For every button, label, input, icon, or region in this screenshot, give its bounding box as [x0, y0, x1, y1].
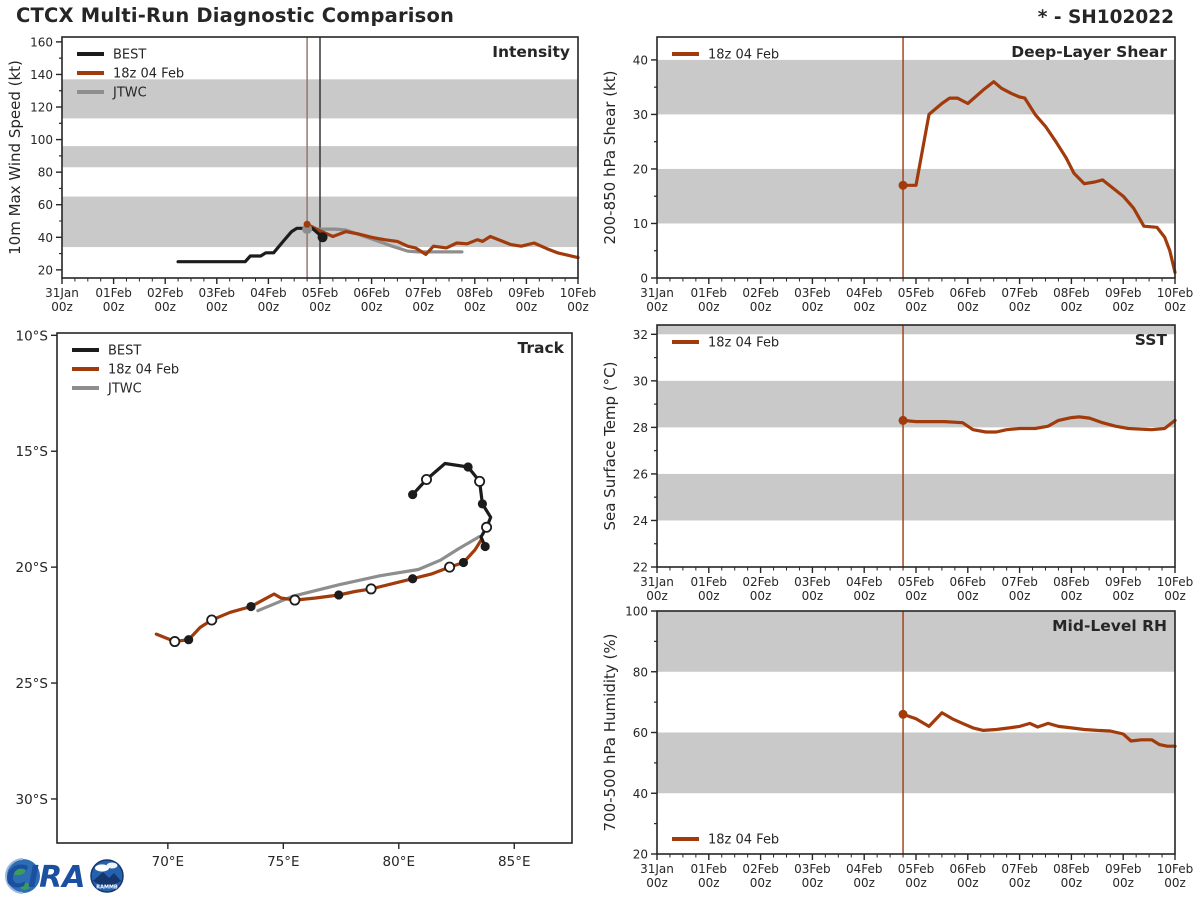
svg-text:80: 80: [37, 165, 53, 180]
track-point-filled: [459, 558, 468, 567]
svg-text:00z: 00z: [1112, 876, 1134, 890]
svg-text:20: 20: [37, 263, 53, 278]
svg-text:00z: 00z: [360, 300, 383, 314]
svg-text:40: 40: [632, 53, 648, 68]
series-start-dot: [899, 181, 908, 190]
legend: [72, 344, 179, 397]
svg-text:00z: 00z: [749, 876, 772, 890]
track-point-open: [290, 595, 299, 604]
svg-text:06Feb: 06Feb: [949, 286, 987, 300]
svg-text:02Feb: 02Feb: [742, 286, 779, 300]
svg-text:31Jan: 31Jan: [640, 286, 674, 300]
svg-text:09Feb: 09Feb: [508, 286, 545, 300]
svg-text:00z: 00z: [102, 300, 125, 314]
panel-title: Intensity: [492, 43, 570, 61]
svg-text:40: 40: [37, 230, 53, 245]
svg-text:09Feb: 09Feb: [1104, 286, 1142, 300]
panel-title: Track: [517, 339, 564, 357]
svg-text:00z: 00z: [905, 589, 927, 603]
track-point-filled: [478, 499, 487, 508]
svg-text:00z: 00z: [309, 300, 331, 314]
svg-text:07Feb: 07Feb: [404, 286, 442, 300]
legend-label: BEST: [113, 47, 147, 63]
svg-text:20: 20: [632, 162, 648, 177]
svg-text:06Feb: 06Feb: [353, 286, 390, 300]
svg-text:10: 10: [632, 216, 648, 231]
svg-text:00z: 00z: [957, 300, 979, 314]
page-title: CTCX Multi-Run Diagnostic Comparison: [16, 4, 455, 27]
svg-text:00z: 00z: [1008, 300, 1031, 314]
svg-text:00z: 00z: [1164, 876, 1186, 890]
svg-text:22: 22: [632, 560, 648, 575]
svg-text:00z: 00z: [1008, 589, 1031, 603]
svg-text:04Feb: 04Feb: [845, 286, 883, 300]
cira-rammb-logo: [2, 852, 130, 898]
shaded-band: [657, 474, 1175, 521]
svg-text:07Feb: 07Feb: [1001, 575, 1038, 589]
svg-text:160: 160: [30, 35, 53, 50]
svg-text:09Feb: 09Feb: [1104, 575, 1142, 589]
svg-text:00z: 00z: [801, 589, 824, 603]
svg-text:0: 0: [640, 271, 648, 286]
axes-frame: [57, 333, 572, 843]
svg-text:00z: 00z: [1112, 589, 1134, 603]
svg-text:05Feb: 05Feb: [897, 286, 935, 300]
svg-text:00z: 00z: [646, 300, 668, 314]
track-point-open: [422, 475, 431, 484]
track-point-open: [170, 637, 179, 646]
series-start-dot: [899, 710, 908, 719]
svg-text:03Feb: 03Feb: [794, 575, 831, 589]
y-axis-label: 700-500 hPa Humidity (%): [601, 633, 619, 832]
rammb-label: RAMMB: [96, 884, 118, 891]
svg-text:00z: 00z: [749, 589, 772, 603]
svg-text:120: 120: [30, 100, 53, 115]
svg-text:28: 28: [632, 420, 648, 435]
svg-text:32: 32: [632, 327, 648, 342]
svg-text:25°S: 25°S: [15, 676, 48, 693]
cira-wordmark: CIRA: [6, 860, 86, 895]
y-axis-label: Sea Surface Temp (°C): [601, 361, 619, 531]
svg-text:00z: 00z: [957, 589, 979, 603]
storm-id: * - SH102022: [1037, 7, 1174, 28]
svg-text:04Feb: 04Feb: [845, 862, 883, 876]
legend-label: JTWC: [108, 381, 142, 397]
svg-text:00z: 00z: [1164, 589, 1186, 603]
svg-text:01Feb: 01Feb: [690, 286, 728, 300]
legend-label: BEST: [108, 343, 142, 359]
rammb-badge: [91, 860, 123, 892]
track-point-filled: [334, 590, 343, 599]
svg-text:00z: 00z: [698, 589, 720, 603]
shaded-band: [657, 60, 1175, 115]
svg-text:06Feb: 06Feb: [949, 575, 987, 589]
svg-text:20: 20: [632, 847, 648, 862]
legend: [672, 336, 779, 351]
svg-text:00z: 00z: [698, 876, 720, 890]
svg-text:00z: 00z: [905, 300, 927, 314]
svg-text:80°E: 80°E: [382, 854, 416, 870]
svg-text:20°S: 20°S: [15, 560, 48, 577]
svg-text:26: 26: [632, 467, 648, 482]
svg-text:10Feb: 10Feb: [1156, 286, 1194, 300]
track-point-open: [207, 615, 216, 624]
svg-text:00z: 00z: [515, 300, 538, 314]
svg-text:31Jan: 31Jan: [640, 862, 674, 876]
svg-text:00z: 00z: [853, 589, 875, 603]
svg-text:00z: 00z: [853, 300, 875, 314]
svg-text:140: 140: [30, 67, 53, 82]
svg-text:75°E: 75°E: [267, 854, 300, 870]
svg-text:00z: 00z: [567, 300, 589, 314]
svg-text:00z: 00z: [801, 300, 824, 314]
legend: [672, 833, 779, 848]
svg-text:07Feb: 07Feb: [1001, 286, 1038, 300]
svg-text:08Feb: 08Feb: [1053, 286, 1090, 300]
svg-text:05Feb: 05Feb: [301, 286, 339, 300]
svg-text:15°S: 15°S: [15, 444, 48, 461]
svg-text:00z: 00z: [412, 300, 434, 314]
track-point-open: [445, 563, 454, 572]
svg-text:00z: 00z: [853, 876, 875, 890]
svg-text:02Feb: 02Feb: [742, 575, 779, 589]
shaded-band: [657, 325, 1175, 334]
svg-text:60: 60: [37, 198, 53, 213]
svg-text:31Jan: 31Jan: [45, 286, 79, 300]
svg-text:30°S: 30°S: [15, 791, 48, 808]
svg-text:00z: 00z: [1164, 300, 1186, 314]
panel-title: SST: [1134, 331, 1167, 349]
shaded-band: [657, 733, 1175, 794]
panel-rh: [601, 605, 1193, 891]
legend-label: 18z 04 Feb: [708, 47, 780, 63]
svg-text:00z: 00z: [257, 300, 280, 314]
svg-text:01Feb: 01Feb: [95, 286, 132, 300]
legend-label: JTWC: [113, 85, 147, 101]
svg-text:08Feb: 08Feb: [1053, 575, 1090, 589]
svg-text:00z: 00z: [51, 300, 73, 314]
y-axis-label: 10m Max Wind Speed (kt): [6, 60, 24, 255]
svg-text:30: 30: [632, 374, 648, 389]
legend-label: 18z 04 Feb: [108, 362, 180, 378]
track-point-filled: [408, 490, 417, 499]
svg-text:24: 24: [632, 513, 648, 528]
svg-text:02Feb: 02Feb: [146, 286, 184, 300]
svg-text:00z: 00z: [464, 300, 486, 314]
series-start-dot: [304, 221, 311, 228]
svg-text:05Feb: 05Feb: [897, 862, 935, 876]
svg-text:07Feb: 07Feb: [1001, 862, 1038, 876]
panel-title: Mid-Level RH: [1052, 617, 1167, 635]
svg-text:30: 30: [632, 107, 648, 122]
svg-text:85°E: 85°E: [498, 854, 531, 870]
svg-text:00z: 00z: [1112, 300, 1134, 314]
panel-shear: [601, 37, 1193, 314]
svg-text:00z: 00z: [154, 300, 176, 314]
svg-text:06Feb: 06Feb: [949, 862, 987, 876]
track-point-open: [482, 523, 491, 532]
track-point-filled: [463, 462, 472, 471]
panel-intensity: [6, 35, 596, 314]
svg-text:08Feb: 08Feb: [1053, 862, 1090, 876]
svg-text:00z: 00z: [801, 876, 824, 890]
panel-title: Deep-Layer Shear: [1011, 43, 1167, 61]
track-point-filled: [246, 602, 255, 611]
track-point-open: [475, 477, 484, 486]
svg-text:00z: 00z: [905, 876, 927, 890]
svg-text:31Jan: 31Jan: [640, 575, 674, 589]
svg-text:00z: 00z: [1060, 589, 1083, 603]
axis-ticks: [16, 328, 531, 870]
svg-text:00z: 00z: [1060, 876, 1083, 890]
series-start-dot: [899, 416, 908, 425]
svg-text:09Feb: 09Feb: [1104, 862, 1142, 876]
svg-text:00z: 00z: [206, 300, 228, 314]
axes-frame: [657, 325, 1175, 567]
svg-text:70°E: 70°E: [151, 854, 185, 870]
svg-text:10Feb: 10Feb: [559, 286, 597, 300]
svg-text:80: 80: [632, 665, 648, 680]
svg-text:04Feb: 04Feb: [845, 575, 883, 589]
svg-text:08Feb: 08Feb: [456, 286, 494, 300]
legend-label: 18z 04 Feb: [708, 832, 780, 848]
svg-text:40: 40: [632, 786, 648, 801]
svg-text:00z: 00z: [1060, 300, 1083, 314]
panel-sst: [601, 325, 1193, 603]
svg-text:03Feb: 03Feb: [198, 286, 236, 300]
track-point-filled: [408, 574, 417, 583]
track-point-filled: [481, 542, 490, 551]
svg-text:03Feb: 03Feb: [794, 862, 831, 876]
svg-text:01Feb: 01Feb: [690, 862, 728, 876]
axis-ticks: [633, 328, 1194, 603]
legend-label: 18z 04 Feb: [708, 335, 780, 351]
track-point-filled: [184, 635, 193, 644]
legend-label: 18z 04 Feb: [113, 66, 185, 82]
svg-text:10Feb: 10Feb: [1156, 862, 1194, 876]
y-axis-label: 200-850 hPa Shear (kt): [601, 70, 619, 245]
panel-track: [16, 328, 573, 870]
svg-text:00z: 00z: [957, 876, 979, 890]
svg-text:02Feb: 02Feb: [742, 862, 779, 876]
svg-text:100: 100: [625, 604, 648, 619]
svg-text:60: 60: [632, 726, 648, 740]
svg-text:03Feb: 03Feb: [794, 286, 831, 300]
svg-text:100: 100: [30, 133, 53, 148]
svg-text:01Feb: 01Feb: [690, 575, 728, 589]
svg-text:00z: 00z: [698, 300, 720, 314]
svg-text:05Feb: 05Feb: [897, 575, 935, 589]
svg-text:00z: 00z: [646, 876, 668, 890]
svg-text:10Feb: 10Feb: [1156, 575, 1194, 589]
svg-text:10°S: 10°S: [15, 328, 48, 345]
svg-text:00z: 00z: [749, 300, 772, 314]
svg-text:00z: 00z: [1008, 876, 1031, 890]
svg-text:00z: 00z: [646, 589, 668, 603]
svg-text:04Feb: 04Feb: [250, 286, 287, 300]
series-start-dot: [318, 232, 328, 242]
track-point-open: [366, 584, 375, 593]
